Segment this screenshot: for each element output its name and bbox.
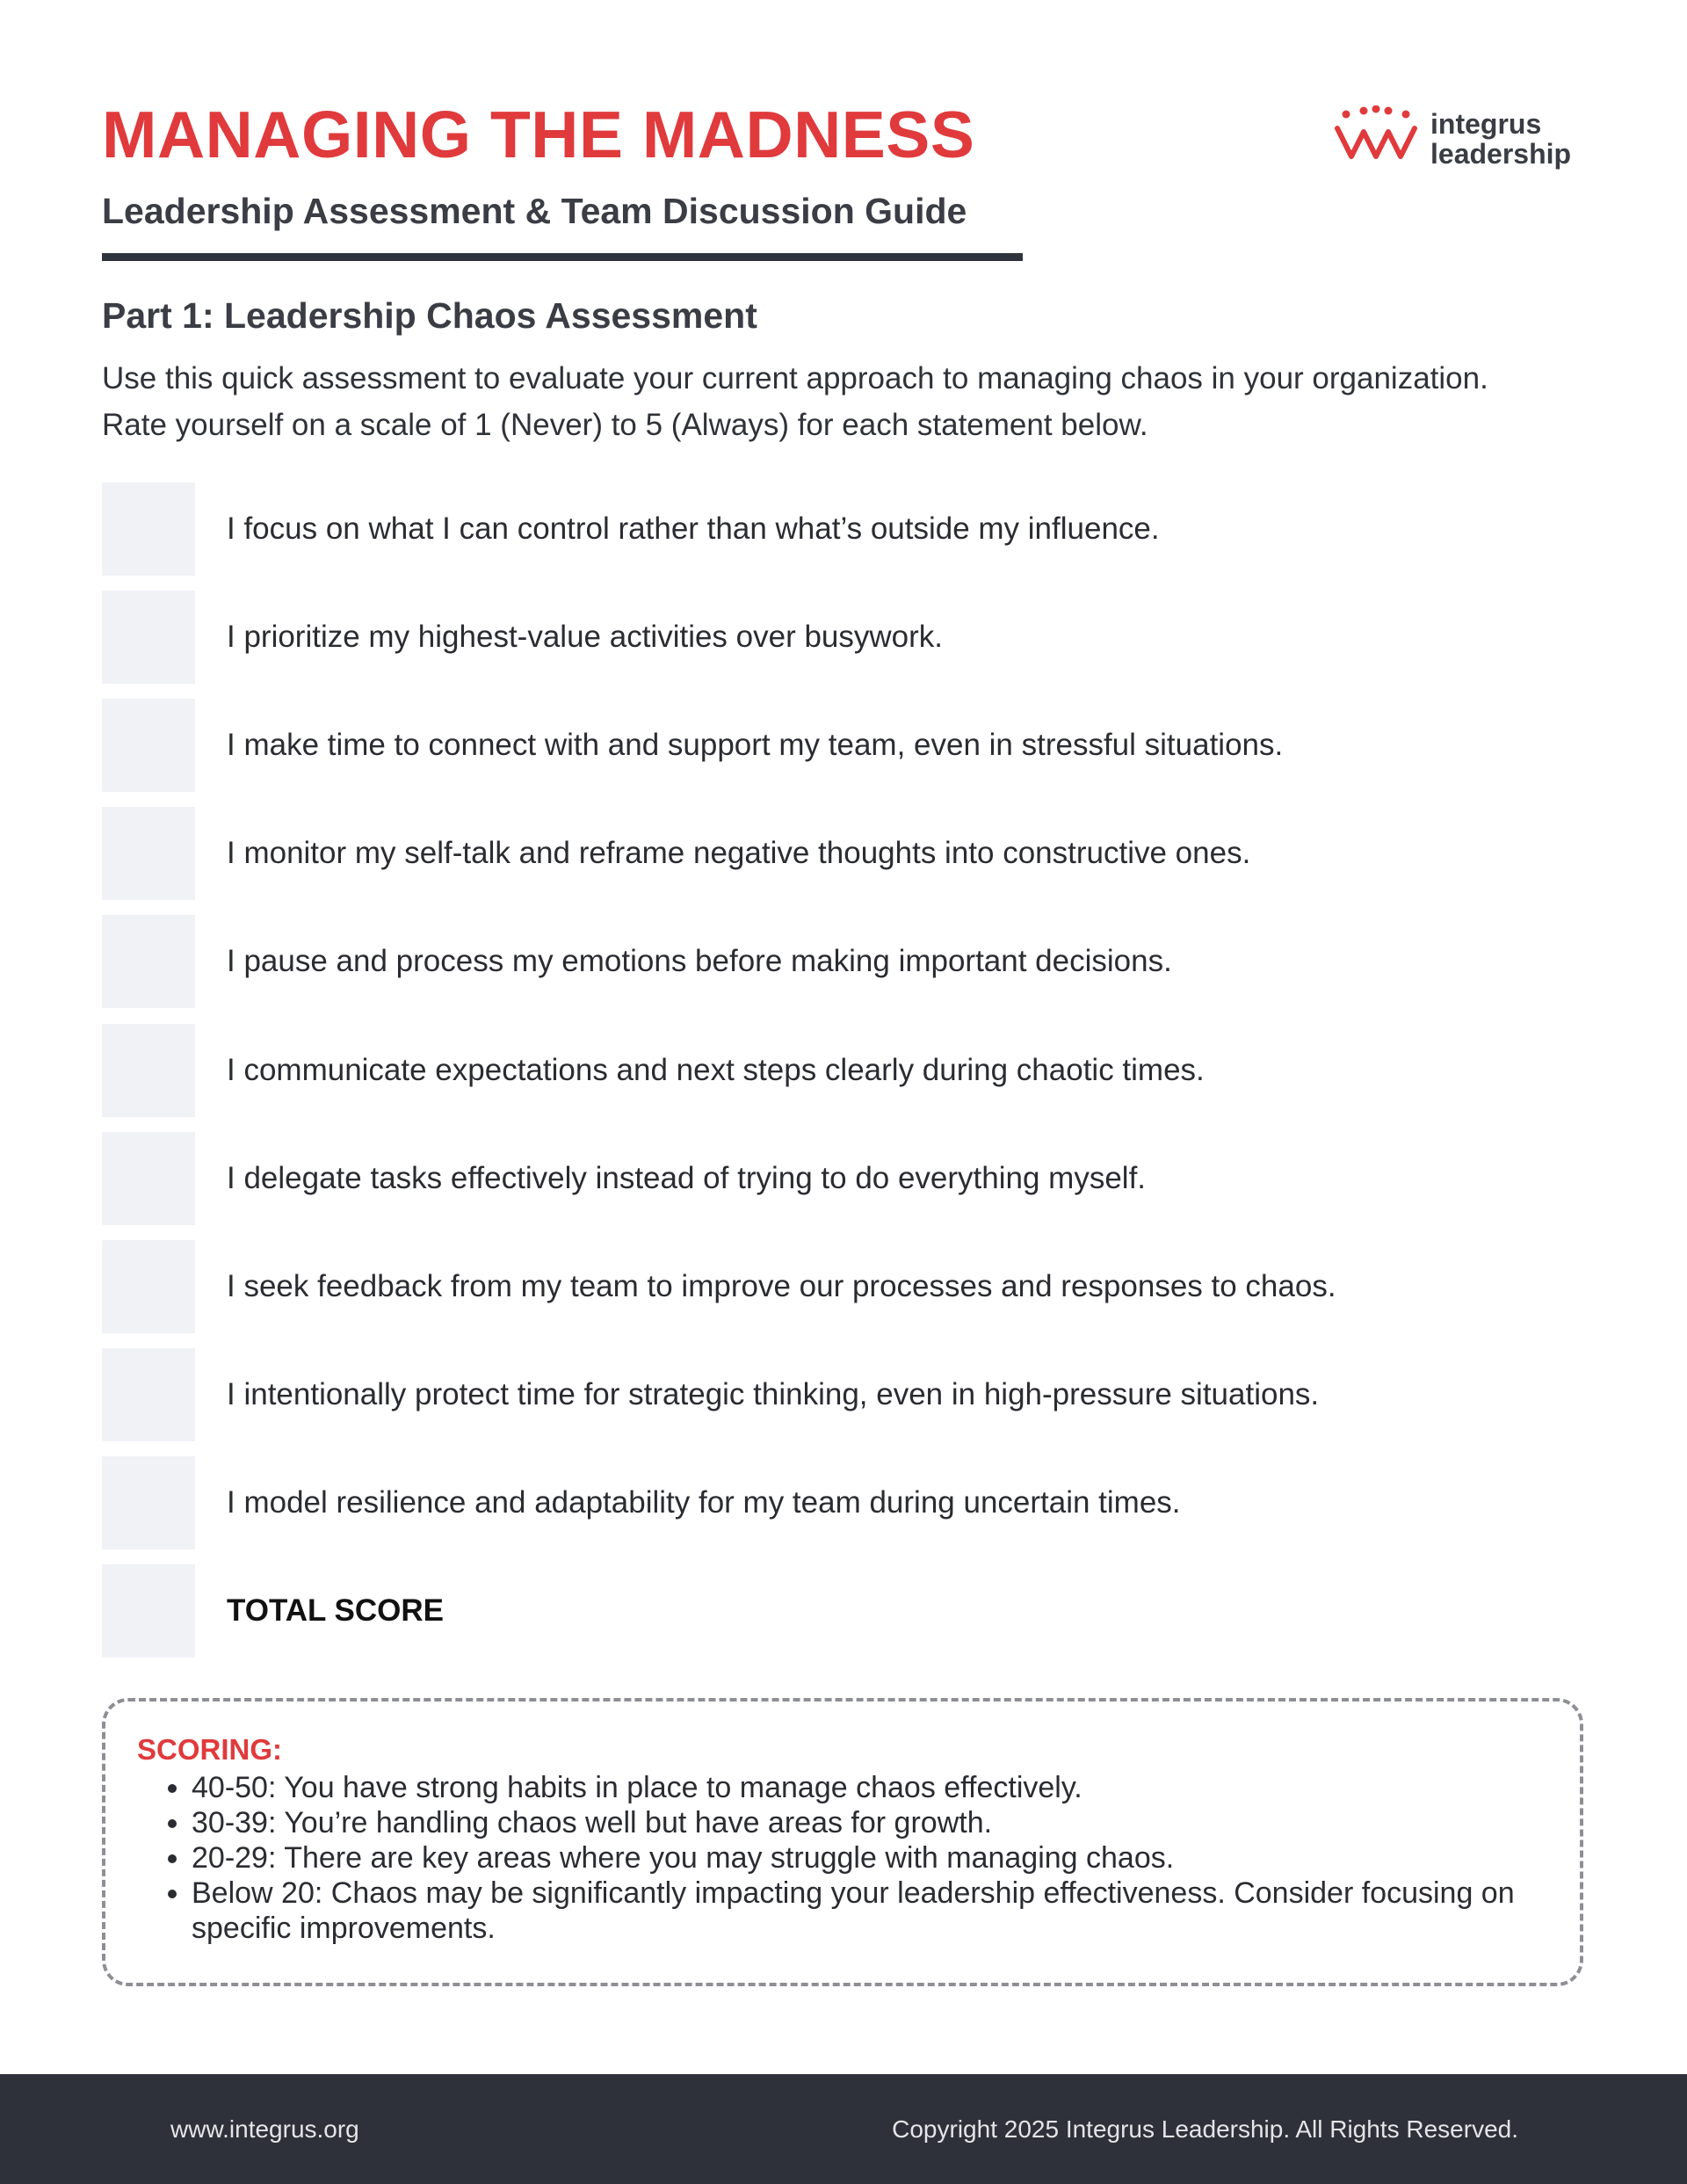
- score-box[interactable]: [102, 807, 195, 900]
- footer-website-link[interactable]: www.integrus.org: [170, 2115, 359, 2143]
- section-heading: Part 1: Leadership Chaos Assessment: [102, 295, 757, 336]
- statement-text: I communicate expectations and next steps clearly during chaotic times.: [227, 1053, 1205, 1087]
- statement-text: I seek feedback from my team to improve our processes and responses to chaos.: [227, 1269, 1336, 1303]
- integrus-logo: [1334, 102, 1597, 172]
- score-box[interactable]: [102, 1024, 195, 1117]
- score-box[interactable]: [102, 591, 195, 684]
- scoring-list: [137, 1770, 1527, 1946]
- statement-text: I delegate tasks effectively instead of trying to do everything myself.: [227, 1161, 1147, 1195]
- score-box[interactable]: [102, 699, 195, 792]
- assessment-row: [102, 915, 1596, 1008]
- assessment-row: [102, 483, 1596, 576]
- assessment-row: [102, 591, 1596, 684]
- total-score-label: TOTAL SCORE: [227, 1593, 444, 1628]
- assessment-row: [102, 1132, 1596, 1225]
- statement-text: I monitor my self-talk and reframe negative thoughts into constructive ones.: [227, 836, 1251, 870]
- statement-text: I intentionally protect time for strategic thinking, even in high-pressure situations.: [227, 1377, 1320, 1411]
- statement-text: I model resilience and adaptability for my team during uncertain times.: [227, 1485, 1181, 1520]
- statement-text: I pause and process my emotions before making important decisions.: [227, 944, 1172, 978]
- assessment-row: [102, 1240, 1596, 1333]
- statement-text: I prioritize my highest-value activities over busywork.: [227, 620, 944, 654]
- integrus-logo-icon: [1334, 105, 1418, 169]
- score-box[interactable]: [102, 1132, 195, 1225]
- total-score-box[interactable]: [102, 1564, 195, 1658]
- scoring-title: SCORING:: [137, 1733, 282, 1766]
- statement-text: I make time to connect with and support my team, even in stressful situations.: [227, 728, 1284, 762]
- total-score-row: [102, 1564, 1596, 1658]
- assessment-row: [102, 699, 1596, 792]
- assessment-row: [102, 1024, 1596, 1117]
- assessment-row: [102, 1456, 1596, 1549]
- logo-wordmark: [1430, 109, 1571, 169]
- score-box[interactable]: [102, 1348, 195, 1441]
- scoring-item: • 20-29: There are key areas where you may struggle with managing chaos.: [192, 1840, 1527, 1876]
- scoring-item: • 30-39: You’re handling chaos well but have areas for growth.: [192, 1805, 1527, 1840]
- score-box[interactable]: [102, 483, 195, 576]
- scoring-box: [102, 1698, 1583, 1986]
- footer-copyright: Copyright 2025 Integrus Leadership. All Rights Reserved.: [892, 2115, 1518, 2143]
- scoring-item: • 40-50: You have strong habits in place to manage chaos effectively.: [192, 1770, 1527, 1805]
- page-subtitle: Leadership Assessment & Team Discussion Guide: [102, 191, 967, 231]
- logo-line-1: integrus: [1430, 108, 1542, 140]
- logo-line-2: leadership: [1430, 138, 1572, 170]
- statement-text: I focus on what I can control rather than what’s outside my influence.: [227, 512, 1160, 546]
- title-divider: [102, 253, 1023, 261]
- page-title: MANAGING THE MADNESS: [102, 98, 975, 171]
- scoring-item: • Below 20: Chaos may be significantly impacting your leadership effectiveness. Consider focusing on specific improvements.: [192, 1876, 1527, 1946]
- score-box[interactable]: [102, 915, 195, 1008]
- score-box[interactable]: [102, 1240, 195, 1333]
- page-footer: [0, 2074, 1687, 2184]
- assessment-intro: Use this quick assessment to evaluate your current approach to managing chaos in your organization. Rate yourself on a scale of 1 (Never) to 5 (Always) for each statement below.: [102, 361, 1488, 442]
- assessment-row: [102, 1348, 1596, 1441]
- assessment-row: [102, 807, 1596, 900]
- score-box[interactable]: [102, 1456, 195, 1549]
